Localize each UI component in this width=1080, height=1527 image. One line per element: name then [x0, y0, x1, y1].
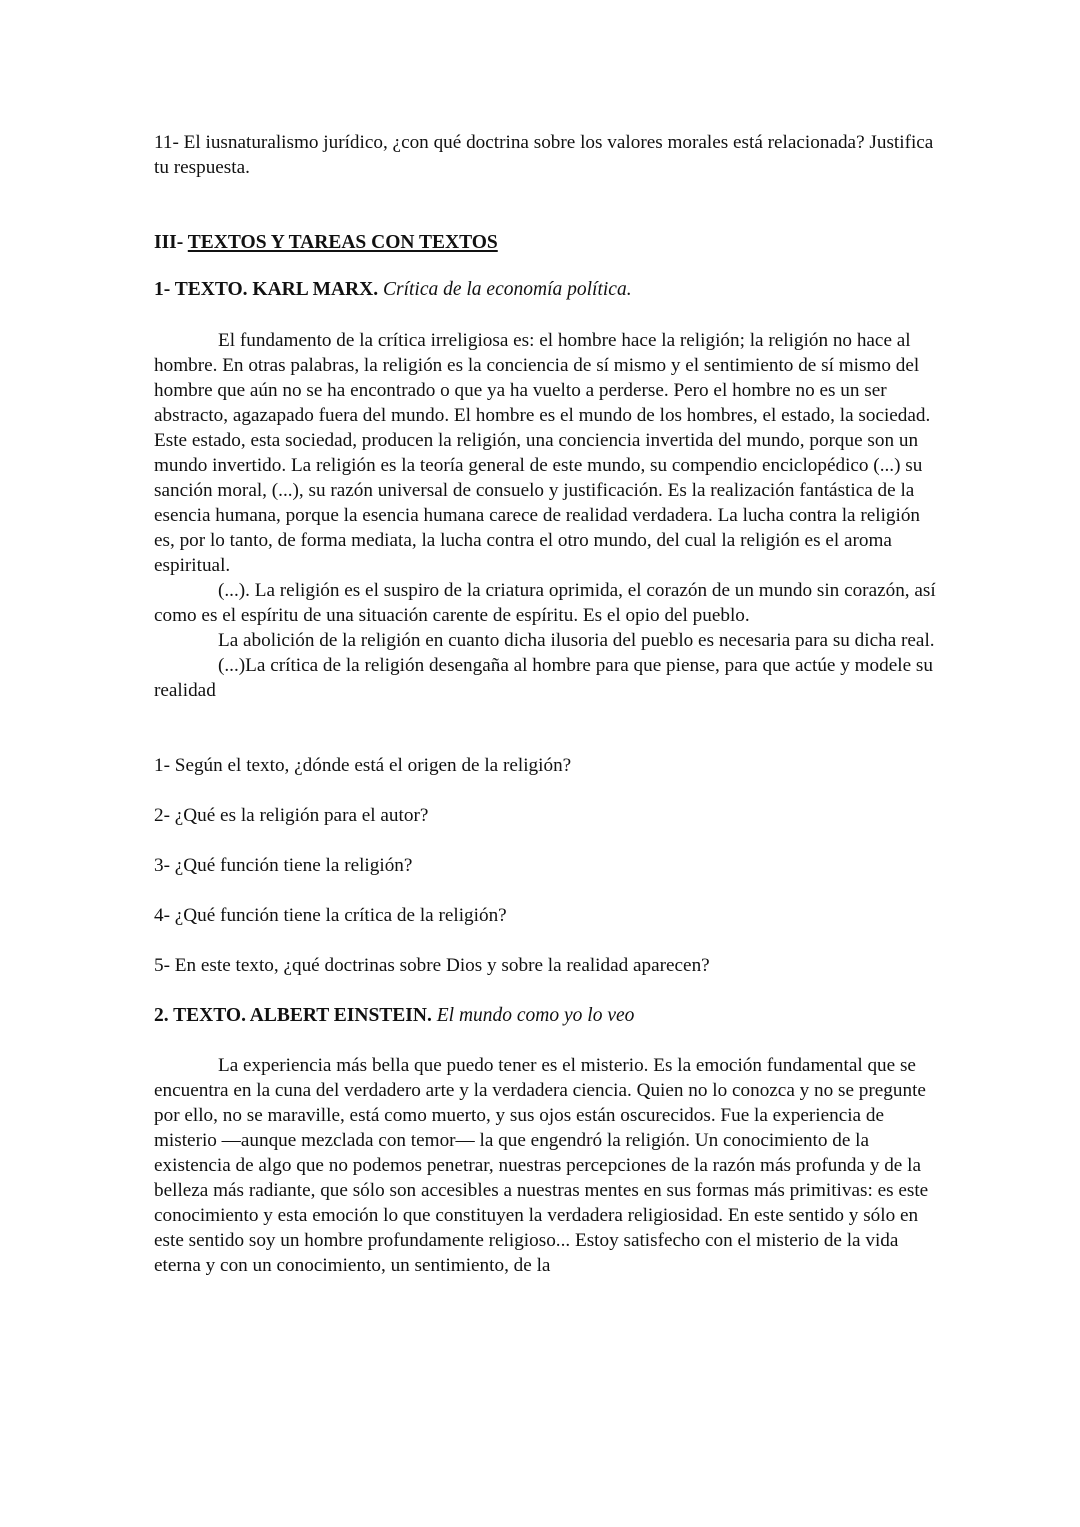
text1-questions	[154, 753, 944, 978]
text2-paragraph: La experiencia más bella que puedo tener es el misterio. Es la emoción fundamental que se encuentra en la cuna del verdadero arte y la verdadera ciencia. Quien no lo conozca y no se pregunte por ello, no se maraville, está como muerto, y sus ojos están oscurecidos. Fue la experiencia de misterio —aunque mezclada con temor— la que engendró la religión. Un conocimiento de la existencia de algo que no podemos penetrar, nuestras percepciones de la razón más profunda y de la belleza más radiante, que sólo son accesibles a nuestras mentes en sus formas más primitivas: es este conocimiento y esta emoción lo que constituyen la verdadera religiosidad. En este sentido y sólo en este sentido soy un hombre profundamente religioso... Estoy satisfecho con el misterio de la vida eterna y con un conocimiento, un sentimiento, de la	[154, 1055, 929, 1276]
text2-heading-work: El mundo como yo lo veo	[436, 1005, 635, 1026]
document-page	[154, 130, 944, 1278]
section-number: III-	[154, 232, 188, 253]
text1-heading-work: Crítica de la economía política.	[382, 279, 632, 300]
question-11: 11- El iusnaturalismo jurídico, ¿con qué doctrina sobre los valores morales está relacionada? Justifica tu respuesta.	[154, 132, 934, 178]
text1-paragraph: (...). La religión es el suspiro de la criatura oprimida, el corazón de un mundo sin corazón, así como es el espíritu de una situación carente de espíritu. Es el opio del pueblo.	[154, 580, 936, 626]
text2-excerpt	[154, 1053, 944, 1278]
text1-question: 3- ¿Qué función tiene la religión?	[154, 855, 413, 876]
text1-paragraph: El fundamento de la crítica irreligiosa es: el hombre hace la religión; la religión no hace al hombre. En otras palabras, la religión es la conciencia de sí mismo y el sentimiento de sí mismo del hombre que aún no se ha encontrado o que ya ha vuelto a perderse. Pero el hombre no es un ser abstracto, agazapado fuera del mundo. El hombre es el mundo de los hombres, el estado, la sociedad. Este estado, esta sociedad, producen la religión, una conciencia invertida del mundo, porque son un mundo invertido. La religión es la teoría general de este mundo, su compendio enciclopédico (...) su sanción moral, (...), su razón universal de consuelo y justificación. Es la realización fantástica de la esencia humana, porque la esencia humana carece de realidad verdadera. La lucha contra la religión es, por lo tanto, de forma mediata, la lucha contra el otro mundo, del cual la religión es el aroma espiritual.	[154, 330, 931, 576]
text1-question: 5- En este texto, ¿qué doctrinas sobre Dios y sobre la realidad aparecen?	[154, 955, 710, 976]
text1-excerpt	[154, 328, 944, 703]
section-heading	[154, 230, 944, 255]
text1-question: 2- ¿Qué es la religión para el autor?	[154, 805, 429, 826]
text1-question: 1- Según el texto, ¿dónde está el origen de la religión?	[154, 755, 572, 776]
text1-paragraph: La abolición de la religión en cuanto dicha ilusoria del pueblo es necesaria para su dicha real.	[218, 630, 935, 651]
text1-heading	[154, 277, 944, 302]
text1-heading-author: 1- TEXTO. KARL MARX.	[154, 279, 379, 300]
section-title: TEXTOS Y TAREAS CON TEXTOS	[187, 232, 498, 253]
text1-paragraph: (...)La crítica de la religión desengaña al hombre para que piense, para que actúe y modele su realidad	[154, 655, 933, 701]
text2-heading	[154, 1003, 944, 1028]
text1-question: 4- ¿Qué función tiene la crítica de la religión?	[154, 905, 507, 926]
text2-heading-author: 2. TEXTO. ALBERT EINSTEIN.	[154, 1005, 432, 1026]
